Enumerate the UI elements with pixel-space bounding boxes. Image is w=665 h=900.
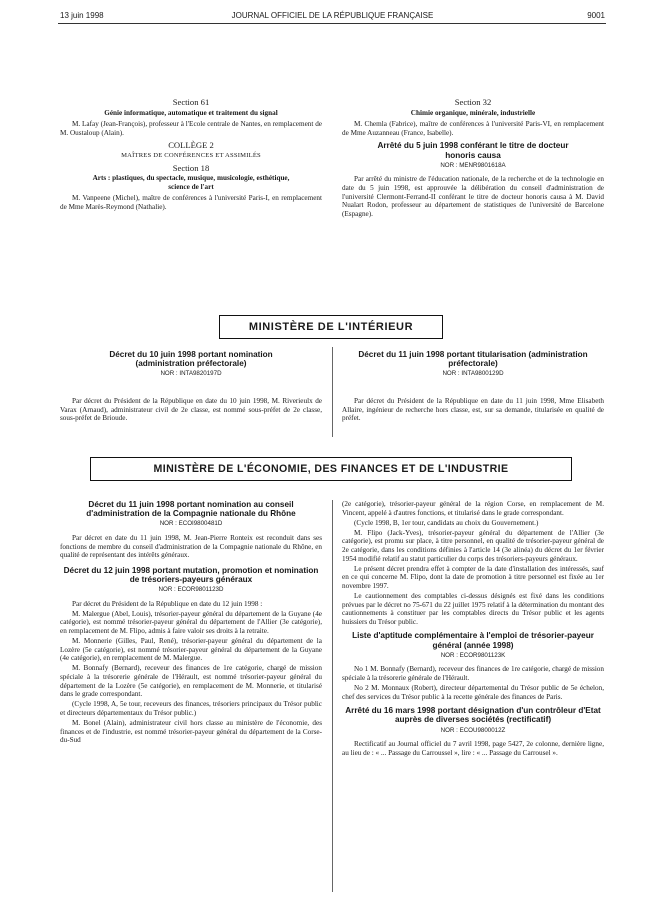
top-left-column — [60, 98, 322, 213]
decret-tpg-cautionnement: Le cautionnement des comptables ci-dessus désignés est fixé dans les conditions prévues par le décret no 75-671 du 22 juillet 1975 relatif à la détermination du montant des cautionnements à constituer par les comptables directs du Trésor public et les agents huissiers du Trésor public. — [342, 591, 604, 626]
liste-aptitude-item-2: No 2 M. Monnaux (Robert), directeur départemental du Trésor public de 5e échelon, chef des services du Trésor public à la recette générale des finances de Paris. — [342, 684, 604, 701]
decret-tpg-cycle-a: (Cycle 1998, A, 5e tour, receveurs des finances, trésoriers principaux du Trésor public et directeurs départementaux du Trésor public.) — [60, 700, 322, 717]
decret-cnr-nor: NOR : ECOI9800481D — [159, 520, 223, 528]
decret-11-juin-titularisation-nor: NOR : INTA9800129D — [442, 370, 504, 378]
section-18-text: M. Vanpeene (Michel), maître de conférences à l'université Paris-I, en remplacement de Mme Marès-Reymond (Nathalie). — [60, 194, 322, 211]
decret-10-juin-title: Décret du 10 juin 1998 portant nomination (administration préfectorale) — [109, 350, 273, 369]
liste-aptitude-item-1: No 1 M. Bonnafy (Bernard), receveur des finances de 1re catégorie, chargé de mission spéciale à la trésorerie générale de l'Hérault. — [342, 665, 604, 682]
ministere-interieur-banner: MINISTÈRE DE L'INTÉRIEUR — [219, 315, 443, 339]
column-divider-economie — [332, 500, 333, 892]
arrete-honoris-nor: NOR : MENR9801618A — [440, 161, 506, 169]
column-divider — [332, 347, 333, 437]
decret-tpg-bonel: M. Bonel (Alain), administrateur civil hors classe au ministère de l'économie, des finances et de l'industrie, est nommé trésorier-payeur général du département de la Corse-du-Sud — [60, 719, 322, 745]
header-date: 13 juin 1998 — [60, 11, 104, 20]
arrete-honoris-title: Arrêté du 5 juin 1998 conférant le titre de docteur honoris causa — [377, 141, 569, 160]
liste-aptitude-nor: NOR : ECOR9801123K — [440, 651, 506, 659]
economie-right-column — [342, 500, 604, 759]
decret-tpg-title: Décret du 12 juin 1998 portant mutation, promotion et nomination de trésoriers-payeurs généraux — [63, 565, 319, 584]
section-18-title: Section 18 — [172, 162, 210, 173]
interieur-right-column — [342, 350, 604, 424]
decret-cnr-title: Décret du 11 juin 1998 portant nomination au conseil d'administration de la Compagnie nationale du Rhône — [86, 500, 296, 519]
decret-tpg-continuation: (2e catégorie), trésorier-payeur général de la région Corse, en remplacement de M. Vincent, appelé à d'autres fonctions, et titularisé dans le grade correspondant. — [342, 500, 604, 517]
economie-left-column — [60, 500, 322, 746]
college-2-subtitle: MAÎTRES DE CONFÉRENCES ET ASSIMILÉS — [121, 151, 261, 159]
top-right-column — [342, 98, 604, 220]
decret-tpg-flipo: M. Flipo (Jack-Yves), trésorier-payeur général du département de l'Allier (3e catégorie), est promu sur place, à titre personnel, en qualité de trésorier-payeur général de 2e catégorie, dans les conditions définies à l'article 14 (3e alinéa) du décret du 1er février 1954 modifié relatif au statut particulier du corps des trésoriers-payeurs généraux. — [342, 528, 604, 563]
arrete-controleur-text: Rectificatif au Journal officiel du 7 avril 1998, page 5427, 2e colonne, dernière ligne, au lieu de : « ... Passage du Carroussel », lire : « ... Passage du Carrousel ». — [342, 740, 604, 757]
decret-10-juin-text: Par décret du Président de la République en date du 10 juin 1998, M. Riverieulx de Varax (Arnaud), administrateur civil de 2e classe, est nommé sous-préfet de 2e classe, sous-préfet de Brioude. — [60, 397, 322, 423]
decret-tpg-bonnafy: M. Bonnafy (Bernard), receveur des finances de 1re catégorie, chargé de mission spéciale à la trésorerie générale de l'Hérault, est nommé trésorier-payeur général du département de la Lozère (5e catégorie), en remplacement de M. Monnerie, et titularisé dans le grade correspondant. — [60, 664, 322, 699]
section-32-text: M. Chemla (Fabrice), maître de conférences à l'université Paris-VI, en remplacement de Mme Auzanneau (France, Isabelle). — [342, 120, 604, 137]
section-32-subject: Chimie organique, minérale, industrielle — [410, 108, 536, 117]
decret-tpg-nor: NOR : ECOR9801123D — [158, 586, 224, 594]
decret-11-juin-titularisation-text: Par décret du Président de la République en date du 11 juin 1998, Mme Elisabeth Allaire, ingénieur de recherche hors classe, est, sur sa demande, titularisée en qualité de préfet. — [342, 397, 604, 423]
college-2-title: COLLÈGE 2 — [168, 140, 214, 151]
decret-tpg-intro: Par décret du Président de la République en date du 12 juin 1998 : — [72, 599, 263, 608]
decret-tpg-malergue: M. Malergue (Abel, Louis), trésorier-payeur général du département de la Guyane (4e catégorie), est nommé trésorier-payeur général du département de l'Allier (3e catégorie), en remplacement de M. Flipo, admis à faire valoir ses droits à la retraite. — [60, 609, 322, 636]
page-header — [0, 9, 665, 23]
arrete-honoris-text: Par arrêté du ministre de l'éducation nationale, de la recherche et de la technologie en date du 5 juin 1998, est approuvée la délibération du conseil d'administration de l'université Clermont-Ferrand-II conférant le titre de docteur honoris causa à M. David Nualart Rodon, professeur au département de statistiques de l'université de Barcelone (Espagne). — [342, 175, 604, 218]
section-61-text: M. Lafay (Jean-François), professeur à l'Ecole centrale de Nantes, en remplacement de M. Oustaloup (Alain). — [60, 120, 322, 137]
interieur-left-column — [60, 350, 322, 424]
section-18-subject: Arts : plastiques, du spectacle, musique, musicologie, esthétique, science de l'art — [92, 174, 290, 191]
decret-tpg-cycle-b: (Cycle 1998, B, 1er tour, candidats au choix du Gouvernement.) — [354, 518, 539, 527]
arrete-controleur-title: Arrêté du 16 mars 1998 portant désignation d'un contrôleur d'Etat auprès de diverses sociétés (rectificatif) — [345, 706, 601, 725]
decret-tpg-monnerie: M. Monnerie (Gilles, Paul, René), trésorier-payeur général du département de la Lozère (5e catégorie), est nommé trésorier-payeur général du département de la Guyane (4e catégorie), en remplacement de M. Malergue. — [60, 637, 322, 663]
header-rule — [58, 23, 606, 24]
decret-cnr-text: Par décret en date du 11 juin 1998, M. Jean-Pierre Ronteix est reconduit dans ses fonctions de membre du conseil d'administration de la Compagnie nationale du Rhône, en qualité de représentant des intérêts généraux. — [60, 534, 322, 560]
ministere-economie-banner: MINISTÈRE DE L'ÉCONOMIE, DES FINANCES ET DE L'INDUSTRIE — [90, 457, 572, 481]
section-32-title: Section 32 — [454, 97, 492, 107]
header-page-number: 9001 — [587, 11, 605, 20]
decret-10-juin-nor: NOR : INTA9820197D — [160, 370, 222, 378]
decret-tpg-effet: Le présent décret prendra effet à compter de la date d'installation des intéressés, sauf en ce qui concerne M. Flipo, dont la date de promotion à titre personnel est fixée au 1er novembre 1997. — [342, 564, 604, 590]
decret-11-juin-titularisation-title: Décret du 11 juin 1998 portant titularisation (administration préfectorale) — [358, 350, 588, 369]
section-61-subject: Génie informatique, automatique et traitement du signal — [104, 108, 278, 117]
section-61-title: Section 61 — [172, 97, 210, 107]
header-journal-title: JOURNAL OFFICIEL DE LA RÉPUBLIQUE FRANÇAISE — [231, 11, 434, 20]
liste-aptitude-title: Liste d'aptitude complémentaire à l'emploi de trésorier-payeur général (année 1998) — [352, 631, 594, 650]
arrete-controleur-nor: NOR : ECOU9800012Z — [440, 726, 506, 734]
